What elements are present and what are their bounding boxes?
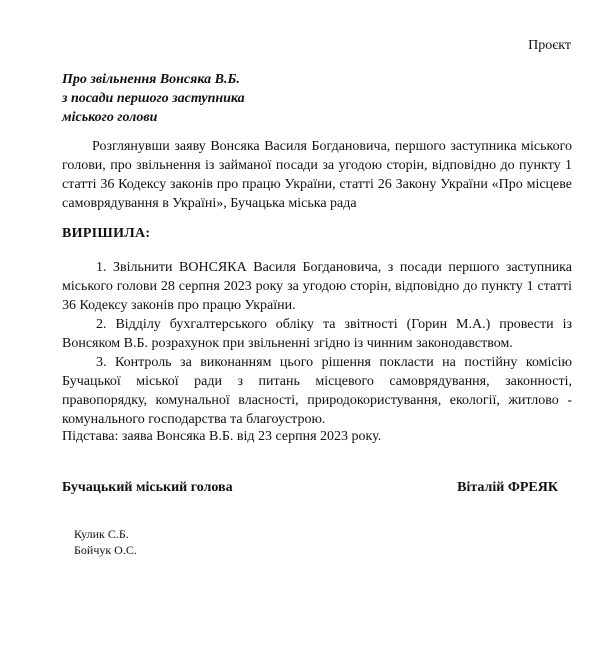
signature-name: Віталій ФРЕЯК	[457, 480, 558, 495]
preamble-paragraph: Розглянувши заяву Вонсяка Василя Богдановича, першого заступника міського голови, про звільнення із займаної посади за угодою сторін, відповідно до пункту 1 статті 36 Кодексу законів про працю України, статті 26 Закону України «Про місцеве самоврядування в Україні», Бучацька міська рада	[62, 139, 572, 211]
prepared-by-block	[74, 526, 137, 558]
signature-position: Бучацький міський голова	[62, 480, 233, 495]
title-line: з посади першого заступника	[62, 91, 245, 106]
draft-mark: Проєкт	[528, 38, 571, 53]
decision-item-1: 1. Звільнити ВОНСЯКА Василя Богдановича, з посади першого заступника міського голови 28 серпня 2023 року за угодою сторін, відповідно до пункту 1 статті 36 Кодексу законів про працю України.	[62, 260, 572, 313]
title-line: Про звільнення Вонсяка В.Б.	[62, 72, 240, 87]
decision-items	[62, 258, 572, 429]
prepared-by-name: Бойчук О.С.	[74, 543, 137, 557]
decided-heading: ВИРІШИЛА:	[62, 226, 151, 241]
signature-block	[62, 480, 558, 496]
title-line: міського голови	[62, 110, 158, 125]
decision-item-3: 3. Контроль за виконанням цього рішення покласти на постійну комісію Бучацької міської ради з питань місцевого самоврядування, законності, правопорядку, комунальної власності, природокористування, екології, житлово - комунального господарства та благоустрою.	[62, 355, 572, 427]
document-title	[62, 70, 245, 127]
basis-line: Підстава: заява Вонсяка В.Б. від 23 серпня 2023 року.	[62, 429, 382, 444]
decision-item-2: 2. Відділу бухгалтерського обліку та звітності (Горин М.А.) провести із Вонсяком В.Б. розрахунок при звільненні згідно із чинним законодавством.	[62, 317, 572, 351]
prepared-by-name: Кулик С.Б.	[74, 527, 129, 541]
